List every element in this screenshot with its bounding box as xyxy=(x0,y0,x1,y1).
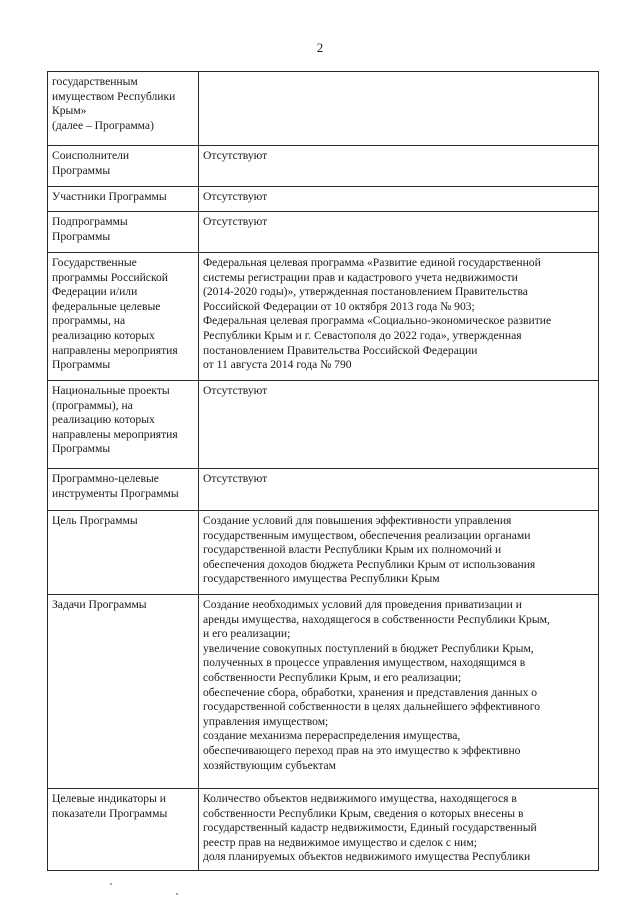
value-line: государственным имуществом, обеспечения реализации органами xyxy=(203,528,531,542)
row-label-tasks xyxy=(48,595,199,789)
value-line: и его реализации; xyxy=(203,627,291,641)
label-line: Государственные xyxy=(52,256,137,269)
label-line: Федерации и/или xyxy=(52,285,138,299)
page-number: 2 xyxy=(316,40,324,55)
table-row xyxy=(48,187,599,212)
value-line: Федеральная целевая программа «Социально-экономическое развитие xyxy=(203,314,552,328)
row-label-program-name-continued xyxy=(48,72,199,146)
row-value-participants xyxy=(199,187,599,212)
label-line: Программы xyxy=(52,358,111,372)
row-label-state-programs xyxy=(48,253,199,381)
value-line: Республики Крым и г. Севастополя до 2022 года», утвержденная xyxy=(203,328,522,342)
value-line: управления имуществом; xyxy=(203,714,329,728)
value-line: собственности Республики Крым, сведения о которых внесены в xyxy=(203,806,524,820)
value-line: постановлением Правительства Российской Федерации xyxy=(203,343,478,357)
program-passport-table xyxy=(47,71,599,871)
value-line: полученных в процессе управления имуществом, находящимся в xyxy=(203,656,526,670)
row-value-national-projects xyxy=(199,381,599,469)
value-line: Федеральная целевая программа «Развитие единой государственной xyxy=(203,256,541,269)
label-line: имуществом Республики xyxy=(52,89,176,103)
value-line: государственного имущества Республики Крым xyxy=(203,572,440,586)
value-line: собственности Республики Крым, и его реализации; xyxy=(203,670,462,684)
label-line: направлены мероприятия xyxy=(52,427,178,441)
label-line: программы Российской xyxy=(52,270,168,284)
label-line: Целевые индикаторы и xyxy=(52,792,166,805)
value-line: увеличение совокупных поступлений в бюджет Республики Крым, xyxy=(203,641,534,655)
value-line: обеспечение сбора, обработки, хранения и представления данных о xyxy=(203,685,538,699)
row-value-indicators xyxy=(199,789,599,871)
table-row xyxy=(48,72,599,146)
label-line: программы, на xyxy=(52,314,126,328)
value-line: Отсутствуют xyxy=(203,190,268,203)
value-line: аренды имущества, находящегося в собственности Республики Крым, xyxy=(203,612,550,626)
row-value-tasks xyxy=(199,595,599,789)
label-line: Программы xyxy=(52,163,111,177)
row-label-subprograms xyxy=(48,212,199,253)
label-line: Задачи Программы xyxy=(52,598,147,611)
scan-speck xyxy=(110,883,112,885)
label-line: инструменты Программы xyxy=(52,486,179,500)
value-line: Отсутствуют xyxy=(203,215,268,228)
row-value-goal xyxy=(199,511,599,595)
label-line: Подпрограммы xyxy=(52,215,128,228)
row-label-co-executors xyxy=(48,146,199,187)
value-line: хозяйствующим субъектам xyxy=(203,758,336,772)
value-line: Отсутствуют xyxy=(203,149,268,162)
label-line: Программы xyxy=(52,229,111,243)
value-line: Создание условий для повышения эффективности управления xyxy=(203,514,512,527)
row-value-state-programs xyxy=(199,253,599,381)
row-value-program-name-continued xyxy=(199,72,599,146)
value-line: системы регистрации прав и кадастрового учета недвижимости xyxy=(203,270,518,284)
table-row xyxy=(48,595,599,789)
row-value-co-executors xyxy=(199,146,599,187)
label-line: Программы xyxy=(52,442,111,456)
table-row xyxy=(48,146,599,187)
value-line: доля планируемых объектов недвижимого имущества Республики xyxy=(203,850,531,864)
row-label-national-projects xyxy=(48,381,199,469)
label-line: Крым» xyxy=(52,104,87,118)
label-line: реализацию которых xyxy=(52,413,155,427)
value-line: Создание необходимых условий для проведения приватизации и xyxy=(203,598,522,611)
table-row xyxy=(48,789,599,871)
value-line: обеспечения доходов бюджета Республики Крым от использования xyxy=(203,557,536,571)
label-line: Участники Программы xyxy=(52,190,167,203)
row-label-goal xyxy=(48,511,199,595)
value-line: (2014-2020 годы)», утвержденная постановлением Правительства xyxy=(203,285,528,299)
value-line: государственной власти Республики Крым их полномочий и xyxy=(203,543,502,557)
value-line: государственный кадастр недвижимости, Единый государственный xyxy=(203,821,537,835)
label-line: Цель Программы xyxy=(52,514,138,527)
label-line: Соисполнители xyxy=(52,149,130,162)
table-row xyxy=(48,511,599,595)
table-row xyxy=(48,253,599,381)
row-value-target-instruments xyxy=(199,469,599,511)
label-line: показатели Программы xyxy=(52,806,168,820)
value-line: создание механизма перераспределения имущества, xyxy=(203,729,461,743)
label-line: (программы), на xyxy=(52,398,133,412)
label-line: реализацию которых xyxy=(52,328,155,342)
label-line: государственным xyxy=(52,75,138,88)
table-row xyxy=(48,381,599,469)
label-line: федеральные целевые xyxy=(52,299,161,313)
scan-speck xyxy=(176,893,178,895)
value-line: Отсутствуют xyxy=(203,384,268,397)
value-line: от 11 августа 2014 года № 790 xyxy=(203,358,352,372)
table-row xyxy=(48,212,599,253)
label-line: (далее – Программа) xyxy=(52,118,154,132)
value-line: Российской Федерации от 10 октября 2013 года № 903; xyxy=(203,299,475,313)
row-value-subprograms xyxy=(199,212,599,253)
row-label-participants xyxy=(48,187,199,212)
value-line: реестр прав на недвижимое имущество и сделок с ним; xyxy=(203,835,477,849)
label-line: Программно-целевые xyxy=(52,472,159,485)
table-row xyxy=(48,469,599,511)
value-line: Отсутствуют xyxy=(203,472,268,485)
row-label-indicators xyxy=(48,789,199,871)
value-line: обеспечивающего переход прав на это имущество к эффективно xyxy=(203,743,521,757)
row-label-target-instruments xyxy=(48,469,199,511)
label-line: Национальные проекты xyxy=(52,384,170,397)
label-line: направлены мероприятия xyxy=(52,343,178,357)
value-line: государственной собственности в целях дальнейшего эффективного xyxy=(203,700,540,714)
value-line: Количество объектов недвижимого имущества, находящегося в xyxy=(203,792,517,805)
